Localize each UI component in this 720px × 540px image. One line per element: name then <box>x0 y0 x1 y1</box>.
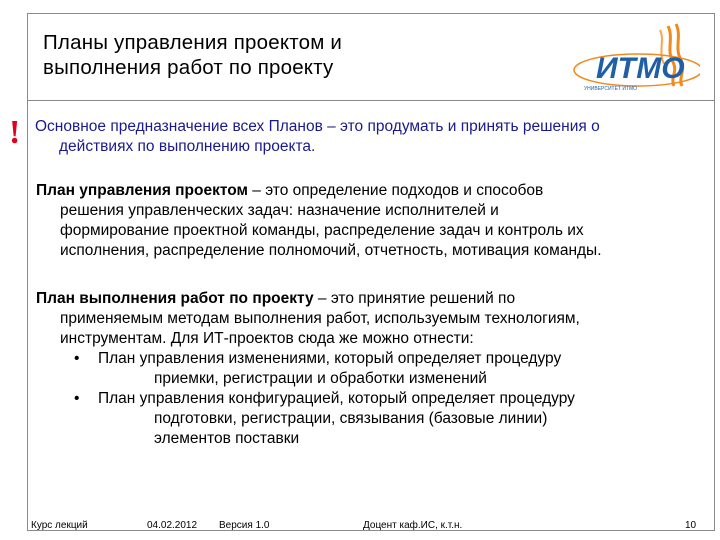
footer-version: Версия 1.0 <box>219 520 270 531</box>
title-line: выполнения работ по проекту <box>43 56 334 79</box>
bullet-item <box>36 349 706 369</box>
paragraph-text: – это определение подходов и способов <box>247 182 544 199</box>
alert-exclamation-icon: ! <box>9 114 21 151</box>
intro-paragraph <box>36 117 706 157</box>
bullet-continuation: приемки, регистрации и обработки изменений <box>154 370 487 387</box>
paragraph-text: – это принятие решений по <box>313 290 516 307</box>
slide-title <box>43 30 463 80</box>
footer-date: 04.02.2012 <box>147 520 198 531</box>
logo-wordmark: ИТМО <box>596 52 685 85</box>
itmo-logo <box>570 22 700 94</box>
plan-execution-term: План выполнения работ по проекту <box>36 290 314 307</box>
plan-execution-paragraph <box>36 289 706 449</box>
plan-management-term: План управления проектом <box>36 182 248 199</box>
bullet-text: План управления изменениями, который определяет процедуру <box>98 350 562 367</box>
logo-subtext: УНИВЕРСИТЕТ ИТМО <box>584 86 638 92</box>
intro-line: Основное предназначение всех Планов – это продумать и принять решения о <box>35 118 600 135</box>
paragraph-text: инструментам. Для ИТ-проектов сюда же можно отнести: <box>60 330 474 347</box>
bullet-text: План управления конфигурацией, который определяет процедуру <box>98 390 575 407</box>
bullet-marker: • <box>74 350 80 367</box>
paragraph-text: формирование проектной команды, распределение задач и контроль их <box>60 222 584 239</box>
bullet-marker: • <box>74 390 80 407</box>
paragraph-text: применяемым методам выполнения работ, используемым технологиям, <box>60 310 580 327</box>
paragraph-text: решения управленческих задач: назначение исполнителей и <box>60 202 499 219</box>
bullet-continuation: элементов поставки <box>154 430 300 447</box>
footer-course: Курс лекций <box>31 520 88 531</box>
footer-author: Доцент каф.ИС, к.т.н. <box>363 520 463 531</box>
intro-line: действиях по выполнению проекта. <box>59 138 316 155</box>
bullet-continuation: подготовки, регистрации, связывания (базовые линии) <box>154 410 548 427</box>
paragraph-text: исполнения, распределение полномочий, отчетность, мотивация команды. <box>60 242 602 259</box>
plan-management-paragraph <box>36 181 706 261</box>
bullet-item <box>36 389 706 409</box>
page-number: 10 <box>685 520 697 531</box>
header-divider <box>27 100 715 101</box>
title-line: Планы управления проектом и <box>43 31 343 54</box>
logo-graphic <box>570 22 700 94</box>
